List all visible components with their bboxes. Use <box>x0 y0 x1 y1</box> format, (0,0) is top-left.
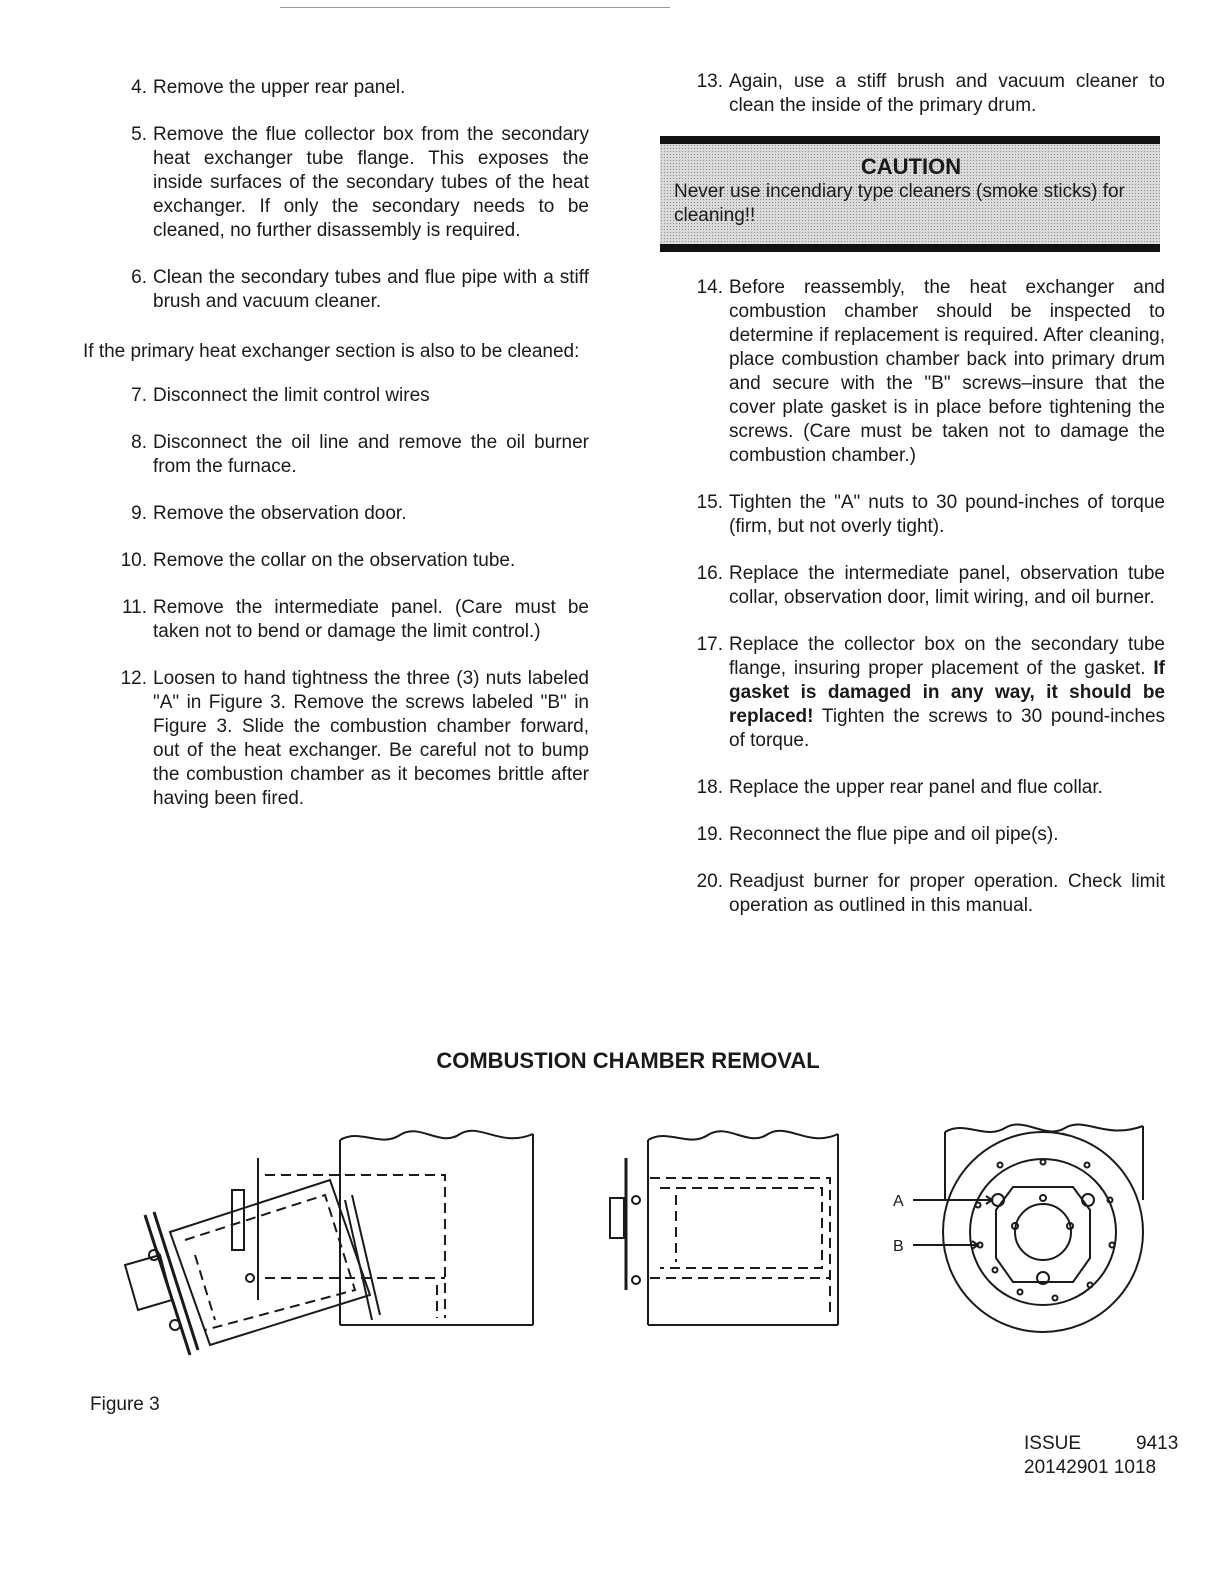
step-number: 4. <box>131 77 147 98</box>
issue-label: ISSUE <box>1024 1433 1082 1454</box>
step-number: 9. <box>131 503 147 524</box>
step-17-text-pre: Replace the collector box on the secondary tube flange, insuring proper placement of the gasket. <box>729 634 1165 679</box>
step-text: Remove the flue collector box from the secondary heat exchanger tube flange. This exposes the inside surfaces of the secondary tubes of the heat exchanger. If only the secondary needs to be cleaned, no further disassembly is required. <box>153 124 589 241</box>
step-text: Loosen to hand tightness the three (3) nuts labeled "A" in Figure 3. Remove the screws labeled "B" in Figure 3. Slide the combustion chamber forward, out of the heat exchanger. Be careful not to bump the combustion chamber as it becomes brittle after having been fired. <box>153 668 589 809</box>
step-number: 10. <box>120 550 147 571</box>
step-text: Disconnect the limit control wires <box>153 385 430 406</box>
step-text: Disconnect the oil line and remove the oil burner from the furnace. <box>153 432 589 477</box>
step-number: 5. <box>131 124 147 145</box>
step-text: Replace the upper rear panel and flue collar. <box>729 777 1103 798</box>
step-number: 17. <box>696 634 723 655</box>
step-number: 6. <box>131 267 147 288</box>
step-17-text-post: Tighten the screws to 30 pound-inches of torque. <box>729 706 1166 751</box>
issue-code: 20142901 1018 <box>1024 1457 1157 1478</box>
step-number: 8. <box>131 432 147 453</box>
issue-number: 9413 <box>1136 1433 1179 1454</box>
issue-block <box>1024 1432 1178 1480</box>
step-text: Remove the collar on the observation tube. <box>153 550 516 571</box>
step-number: 11. <box>121 597 147 618</box>
step-number: 15. <box>696 492 723 513</box>
step-number: 13. <box>696 71 723 92</box>
callout-label-a: A <box>893 1193 904 1210</box>
caution-text: Never use incendiary type cleaners (smoke sticks) for cleaning!! <box>674 181 1125 226</box>
step-text: Remove the observation door. <box>153 503 407 524</box>
step-number: 12. <box>120 668 147 689</box>
step-text: Before reassembly, the heat exchanger and combustion chamber should be inspected to determine if replacement is required. After cleaning, place combustion chamber back into primary drum and secure with the "B" screws–insure that the cover plate gasket is in place before tightening the screws. (Care must be taken not to damage the combustion chamber.) <box>729 277 1165 466</box>
step-number: 14. <box>696 277 723 298</box>
chamber-installed-drawing <box>610 1131 838 1325</box>
front-view-drawing <box>913 1125 1143 1332</box>
primary-intro: If the primary heat exchanger section is also to be cleaned: <box>83 341 580 362</box>
step-text: Readjust burner for proper operation. Check limit operation as outlined in this manual. <box>729 871 1165 916</box>
step-text: Remove the upper rear panel. <box>153 77 406 98</box>
step-text: Again, use a stiff brush and vacuum cleaner to clean the inside of the primary drum. <box>729 71 1165 116</box>
step-text: Tighten the "A" nuts to 30 pound-inches of torque (firm, but not overly tight). <box>729 492 1165 537</box>
step-text: Replace the intermediate panel, observation tube collar, observation door, limit wiring, and oil burner. <box>729 563 1165 608</box>
step-text: Clean the secondary tubes and flue pipe with a stiff brush and vacuum cleaner. <box>153 267 589 312</box>
step-number: 19. <box>696 824 723 845</box>
step-number: 20. <box>696 871 723 892</box>
callout-label-b: B <box>893 1238 904 1255</box>
figure-title: COMBUSTION CHAMBER REMOVAL <box>436 1048 820 1073</box>
chamber-removed-drawing <box>125 1131 533 1355</box>
figure-label: Figure 3 <box>90 1394 160 1415</box>
step-text: Remove the intermediate panel. (Care must be taken not to bend or damage the limit control.) <box>153 597 589 642</box>
step-text: Reconnect the flue pipe and oil pipe(s). <box>729 824 1059 845</box>
step-number: 16. <box>696 563 723 584</box>
step-17-warning: If gasket is damaged in any way, it should be replaced! <box>729 658 1166 727</box>
step-number: 18. <box>696 777 723 798</box>
step-number: 7. <box>131 385 147 406</box>
caution-title: CAUTION <box>860 154 962 179</box>
